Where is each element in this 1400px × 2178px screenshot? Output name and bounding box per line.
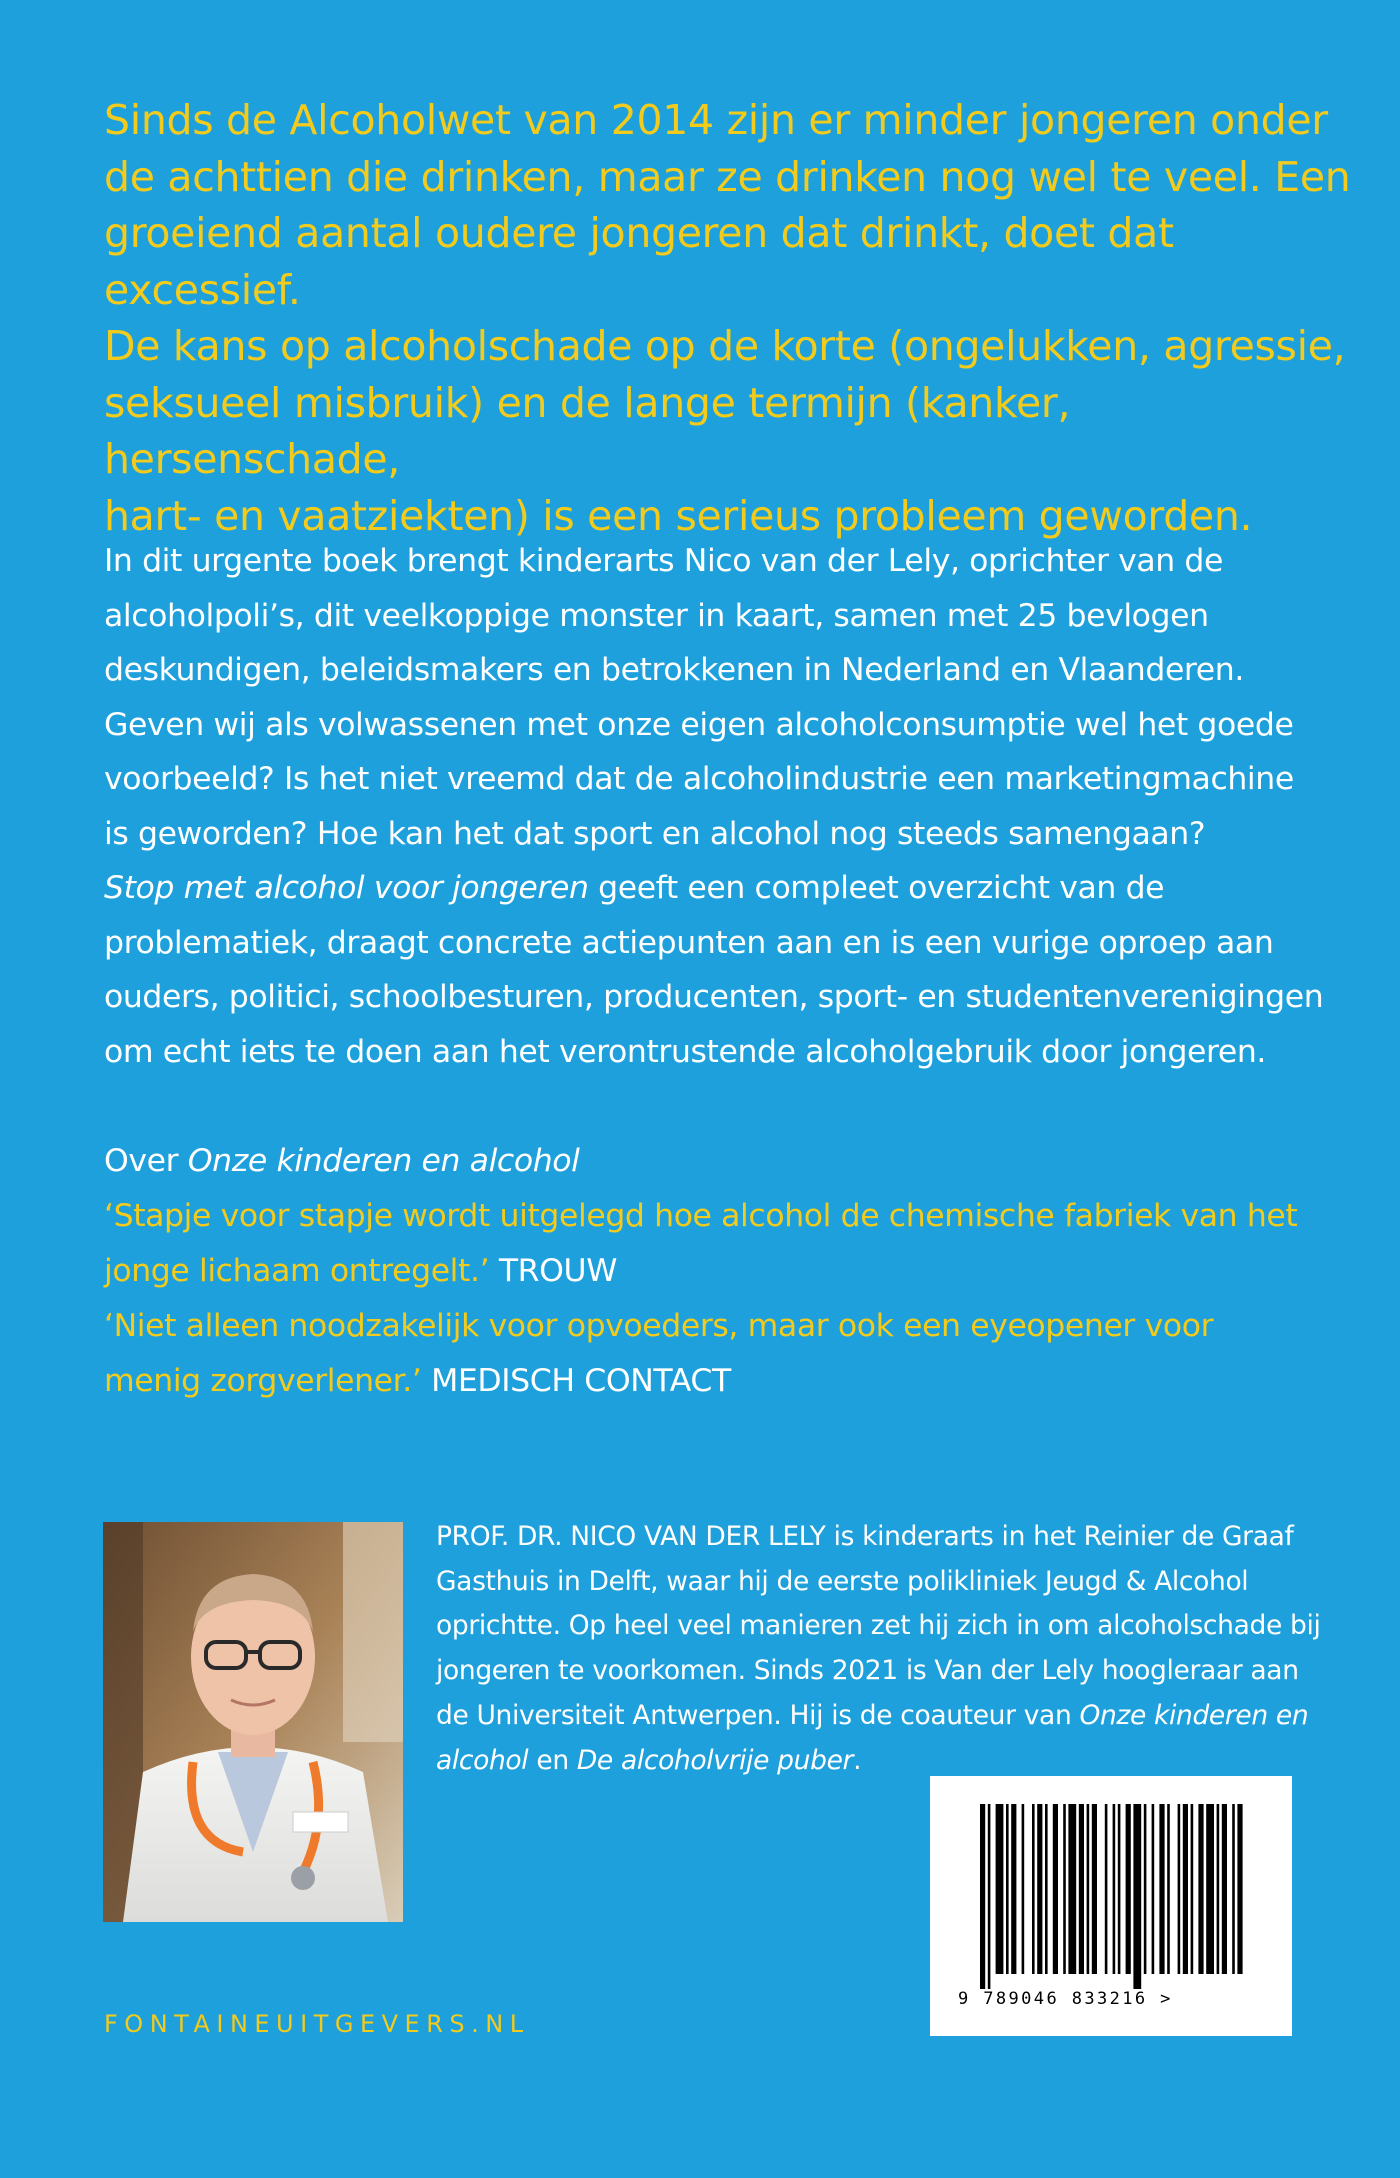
barcode-bar: [1152, 1804, 1155, 1974]
intro-line: groeiend aantal oudere jongeren dat drinkt, doet dat excessief.: [104, 209, 1174, 314]
description-line: voorbeeld? Is het niet vreemd dat de alcoholindustrie een marketingmachine: [104, 761, 1294, 797]
barcode-bar: [1206, 1804, 1214, 1974]
review-quote: ‘Niet alleen noodzakelijk voor opvoeders, maar ook een eyeopener voor: [104, 1308, 1214, 1344]
barcode-bar: [1159, 1804, 1164, 1974]
author-bio-line: [436, 1694, 1336, 1739]
barcode-bar: [1053, 1804, 1058, 1974]
coauthored-book-title: De alcoholvrije puber: [576, 1744, 854, 1776]
review-source: MEDISCH CONTACT: [421, 1363, 731, 1399]
reviews-section: [104, 1134, 1354, 1409]
description-paragraph: [104, 534, 1354, 1079]
intro-paragraph: [104, 92, 1354, 544]
author-bio-line: jongeren te voorkomen. Sinds 2021 is Van der Lely hoogleraar aan: [436, 1655, 1299, 1687]
barcode-bar: [1198, 1804, 1203, 1974]
author-photo: [103, 1522, 403, 1922]
intro-line: de achttien die drinken, maar ze drinken nog wel te veel. Een: [104, 152, 1351, 201]
isbn-barcode: [930, 1776, 1292, 2036]
description-line: ouders, politici, schoolbesturen, producenten, sport- en studentenverenigingen: [104, 979, 1324, 1015]
reviews-heading-prefix: Over: [104, 1143, 188, 1179]
barcode-bar: [1237, 1804, 1242, 1974]
isbn-digits: 9 789046 833216 >: [958, 1989, 1173, 2009]
intro-line: seksueel misbruik) en de lange termijn (kanker, hersenschade,: [104, 378, 1071, 483]
barcode-bar: [1006, 1804, 1009, 1974]
description-line: om echt iets te doen aan het verontrustende alcoholgebruik door jongeren.: [104, 1033, 1267, 1070]
author-portrait-illustration: [103, 1522, 403, 1922]
review-quote-text: jonge lichaam ontregelt.’: [104, 1253, 490, 1289]
author-bio: [436, 1515, 1336, 1783]
description-line: Geven wij als volwassenen met onze eigen alcoholconsumptie wel het goede: [104, 706, 1294, 743]
author-bio-line: Gasthuis in Delft, waar hij de eerste polikliniek Jeugd & Alcohol: [436, 1565, 1249, 1597]
barcode-bar: [1126, 1804, 1131, 1974]
review-quote: ‘Stapje voor stapje wordt uitgelegd hoe alcohol de chemische fabriek van het: [104, 1198, 1298, 1234]
barcode-bar: [1079, 1804, 1084, 1974]
author-bio-line: PROF. DR. NICO VAN DER LELY is kinderarts in het Reinier de Graaf: [436, 1521, 1294, 1552]
review-quote: [104, 1354, 1354, 1409]
barcode-bar: [1068, 1804, 1076, 1974]
review-quote: [104, 1244, 1354, 1299]
author-bio-text: de Universiteit Antwerpen. Hij is de coauteur van: [436, 1699, 1080, 1731]
coauthored-book-title: alcohol: [436, 1744, 529, 1776]
description-line: deskundigen, beleidsmakers en betrokkenen in Nederland en Vlaanderen.: [104, 652, 1244, 688]
barcode-bar: [1167, 1804, 1170, 1974]
intro-line: Sinds de Alcoholwet van 2014 zijn er minder jongeren onder: [104, 96, 1328, 144]
barcode-bar: [1144, 1804, 1147, 1974]
intro-line: De kans op alcoholschade op de korte (ongelukken, agressie,: [104, 322, 1346, 370]
barcode-bar: [1032, 1804, 1035, 1974]
barcode-bar: [1105, 1804, 1108, 1974]
author-bio-text: en: [528, 1744, 577, 1776]
barcode-bar: [1087, 1804, 1090, 1974]
intro-line: hart- en vaatziekten) is een serieus probleem geworden.: [104, 491, 1253, 540]
barcode-bar: [1037, 1804, 1042, 1974]
description-line: [104, 861, 1354, 916]
barcode-bar: [1118, 1804, 1121, 1974]
barcode-bar: [1217, 1804, 1220, 1974]
barcode-bar: [1183, 1804, 1188, 1974]
barcode-bar: [1045, 1804, 1048, 1974]
review-source: TROUW: [489, 1253, 617, 1289]
barcode-bar: [1222, 1804, 1227, 1974]
previous-book-title: Onze kinderen en alcohol: [187, 1143, 580, 1179]
coauthored-book-title: Onze kinderen en: [1079, 1699, 1309, 1731]
barcode-bar: [1011, 1804, 1016, 1974]
description-line: alcoholpoli’s, dit veelkoppige monster in kaart, samen met 25 bevlogen: [104, 597, 1209, 634]
barcode-bar: [1232, 1804, 1235, 1974]
barcode-bar: [980, 1804, 985, 1989]
author-bio-text: .: [853, 1744, 862, 1776]
barcode-bar: [1063, 1804, 1066, 1974]
barcode-bar: [1178, 1804, 1181, 1974]
barcode-bar: [1022, 1804, 1025, 1974]
review-quote-text: menig zorgverlener.’: [104, 1363, 422, 1399]
description-line: problematiek, draagt concrete actiepunten aan en is een vurige oproep aan: [104, 924, 1274, 961]
book-title: Stop met alcohol voor jongeren: [104, 870, 589, 906]
reviews-heading: [104, 1134, 1354, 1189]
author-bio-line: oprichtte. Op heel veel manieren zet hij zich in om alcoholschade bij: [436, 1610, 1321, 1642]
barcode-bar: [1113, 1804, 1116, 1974]
description-line: is geworden? Hoe kan het dat sport en alcohol nog steeds samengaan?: [104, 815, 1206, 852]
barcode-bar: [1092, 1804, 1097, 1974]
publisher-url[interactable]: FONTAINEUITGEVERS.NL: [104, 2010, 530, 2038]
barcode-bar: [988, 1804, 991, 1989]
description-line: In dit urgente boek brengt kinderarts Nico van der Lely, oprichter van de: [104, 543, 1224, 579]
barcode-bar: [1191, 1804, 1194, 1974]
description-text: geeft een compleet overzicht van de: [588, 870, 1165, 906]
barcode-bar: [1133, 1804, 1141, 1989]
barcode-bar: [996, 1804, 1004, 1974]
